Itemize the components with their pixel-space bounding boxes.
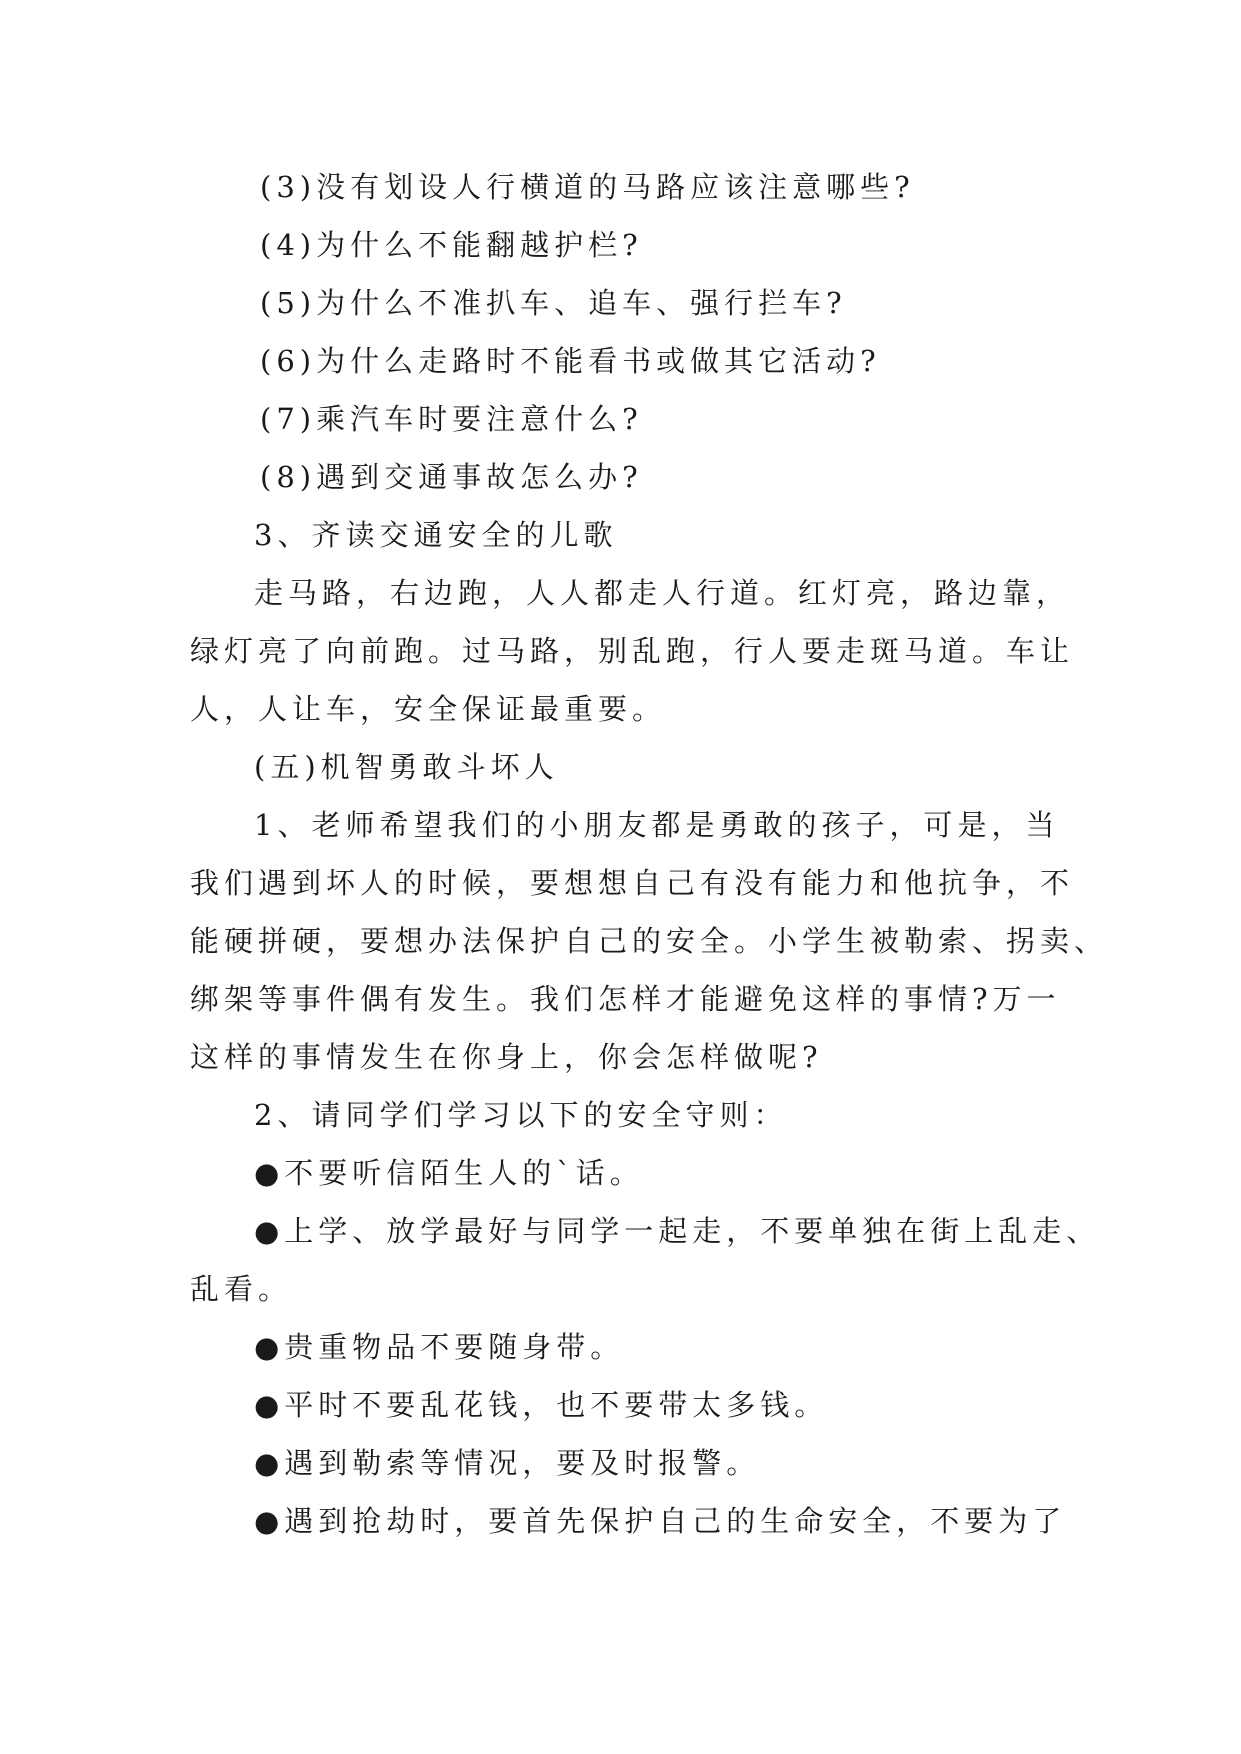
rhyme-line-1: 走马路，右边跑，人人都走人行道。红灯亮，路边靠， xyxy=(254,576,1071,610)
paragraph-1-line-1: 1、老师希望我们的小朋友都是勇敢的孩子，可是，当 xyxy=(254,808,1060,842)
question-8: (8)遇到交通事故怎么办? xyxy=(260,460,643,494)
rhyme-line-3: 人，人让车，安全保证最重要。 xyxy=(190,692,667,726)
question-5: (5)为什么不准扒车、追车、强行拦车? xyxy=(260,286,847,320)
document-body xyxy=(190,158,1109,1550)
paragraph-1-line-5: 这样的事情发生在你身上，你会怎样做呢? xyxy=(190,1040,823,1074)
section-3-heading: 3、齐读交通安全的儿歌 xyxy=(254,518,618,552)
rule-1: ●不要听信陌生人的`话。 xyxy=(254,1156,644,1190)
rules-heading: 2、请同学们学习以下的安全守则： xyxy=(254,1098,788,1132)
paragraph-1-line-3: 能硬拼硬，要想办法保护自己的安全。小学生被勒索、拐卖、 xyxy=(190,924,1109,958)
rule-2-line-1: ●上学、放学最好与同学一起走，不要单独在街上乱走、 xyxy=(254,1214,1101,1248)
section-5-heading: (五)机智勇敢斗坏人 xyxy=(254,750,559,784)
rule-5: ●遇到勒索等情况，要及时报警。 xyxy=(254,1446,761,1480)
paragraph-1-line-2: 我们遇到坏人的时候，要想想自己有没有能力和他抗争，不 xyxy=(190,866,1075,900)
rule-6: ●遇到抢劫时，要首先保护自己的生命安全，不要为了 xyxy=(254,1504,1067,1538)
rule-4: ●平时不要乱花钱，也不要带太多钱。 xyxy=(254,1388,829,1422)
rhyme-line-2: 绿灯亮了向前跑。过马路，别乱跑，行人要走斑马道。车让 xyxy=(190,634,1075,668)
paragraph-1-line-4: 绑架等事件偶有发生。我们怎样才能避免这样的事情?万一 xyxy=(190,982,1061,1016)
question-6: (6)为什么走路时不能看书或做其它活动? xyxy=(260,344,881,378)
question-4: (4)为什么不能翻越护栏? xyxy=(260,228,643,262)
rule-2-line-2: 乱看。 xyxy=(190,1272,293,1306)
question-3: (3)没有划设人行横道的马路应该注意哪些? xyxy=(260,170,915,204)
question-7: (7)乘汽车时要注意什么? xyxy=(260,402,643,436)
rule-3: ●贵重物品不要随身带。 xyxy=(254,1330,625,1364)
